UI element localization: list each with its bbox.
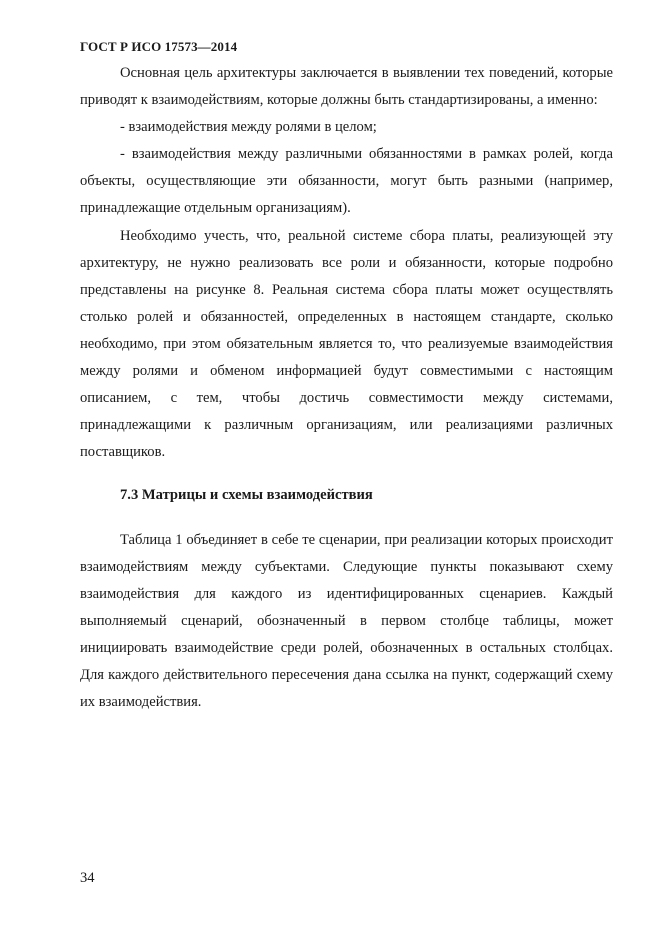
paragraph-architecture-goal: Основная цель архитектуры заключается в выявлении тех поведений, которые приводят к взаимодействиям, которые должны быть стандартизированы, а именно: xyxy=(80,65,613,109)
standard-header: ГОСТ Р ИСО 17573—2014 xyxy=(80,39,238,54)
paragraph-real-system: Необходимо учесть, что, реальной системе сбора платы, реализующей эту архитектуру, не нужно реализовать все роли и обязанности, которые подробно представлены на рисунке 8. Реальная система сбора платы может осуществлять столько ролей и обязанностей, определенных в настоящем стандарте, сколько необходимо, при этом обязательным является то, что реализуемые взаимодействия между ролями и обменом информацией будут совместимыми с настоящим описанием, с тем, чтобы достичь совместимости между системами, принадлежащими к различным организациям, или реализациями различных поставщиков. xyxy=(80,227,613,461)
document-body xyxy=(80,60,613,716)
page-number: 34 xyxy=(80,870,95,886)
section-title: 7.3 Матрицы и схемы взаимодействия xyxy=(120,487,373,504)
list-item-roles: - взаимодействия между ролями в целом; xyxy=(120,119,377,136)
list-item-responsibilities: - взаимодействия между различными обязанностями в рамках ролей, когда объекты, осуществляющие эти обязанности, могут быть разными (например, принадлежащие отдельным организациям). xyxy=(80,146,613,217)
paragraph-table-1: Таблица 1 объединяет в себе те сценарии, при реализации которых происходит взаимодействиям между субъектами. Следующие пункты показывают схему взаимодействия для каждого из идентифицированных сценариев. Каждый выполняемый сценарий, обозначенный в первом столбце таблицы, может инициировать взаимодействие среди ролей, обозначенных в остальных столбцах. Для каждого действительного пересечения дана ссылка на пункт, содержащий схему их взаимодействия. xyxy=(80,531,613,711)
